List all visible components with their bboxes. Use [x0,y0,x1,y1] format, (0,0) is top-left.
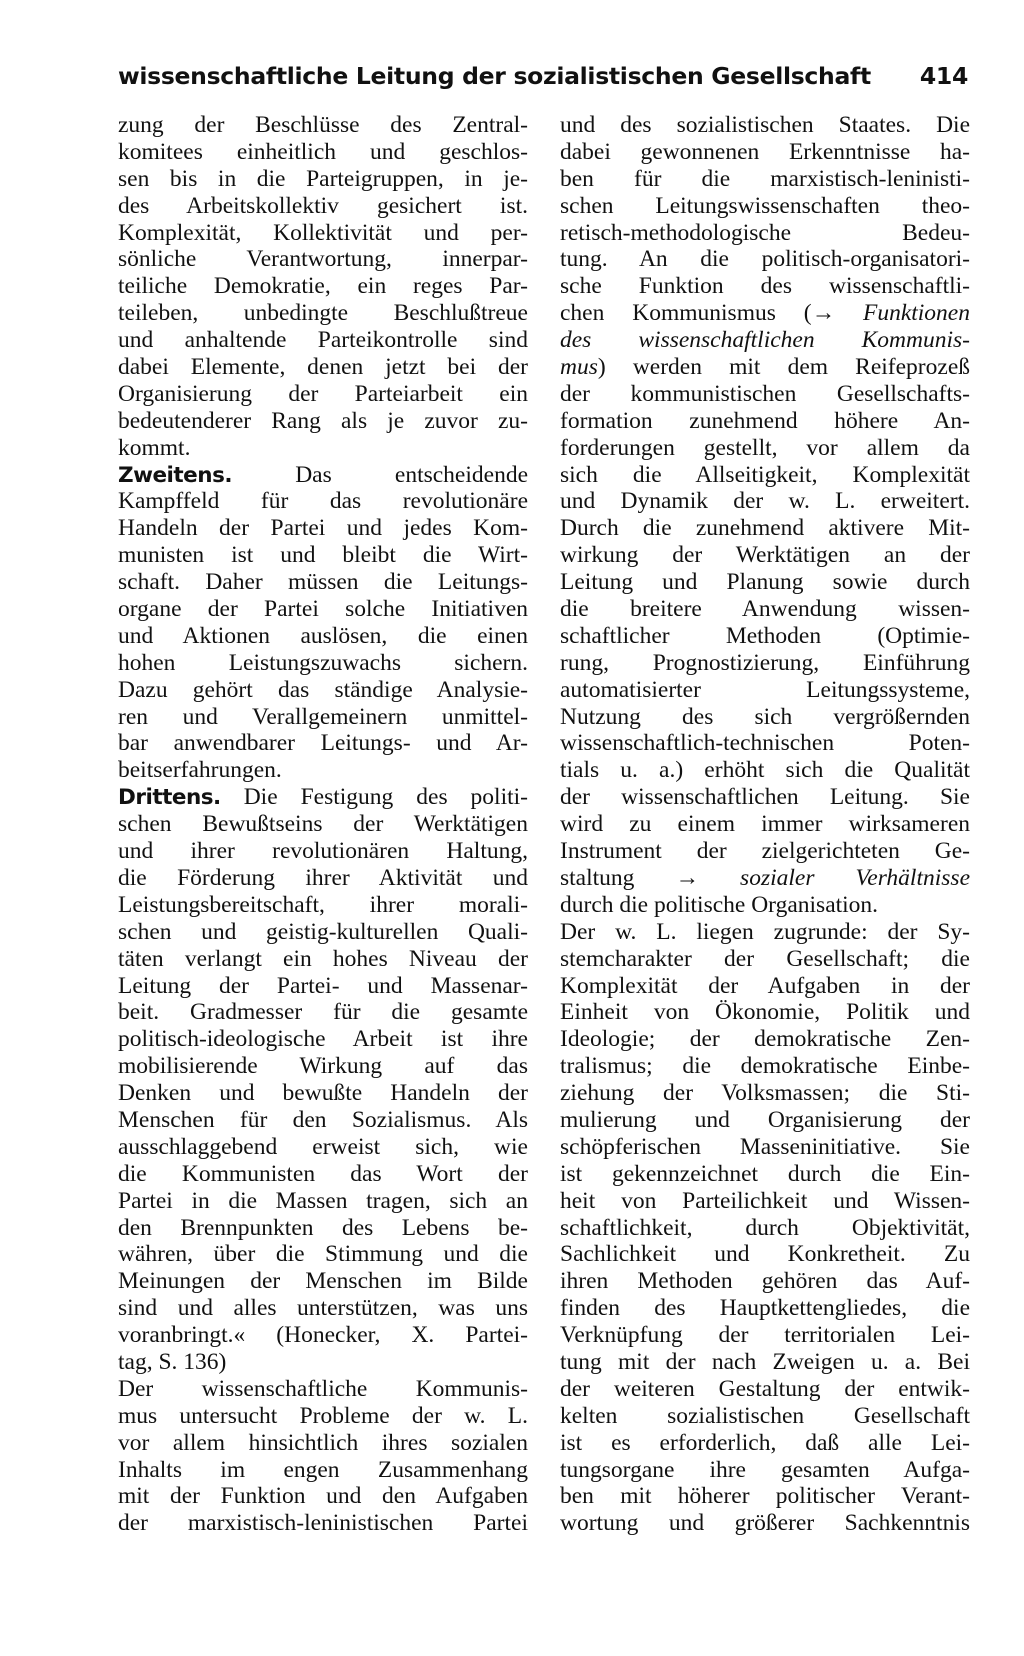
text-line: tials u. a.) erhöht sich die Qualität [560,757,970,784]
text-line: schöpferischen Masseninitiative. Sie [560,1133,970,1160]
header-title: wissenschaftliche Leitung der sozialistischen Gesellschaft [118,62,871,90]
text-line: rung, Prognostizierung, Einführung [560,649,970,676]
intro-paragraph [118,112,528,462]
text-line: Partei in die Massen tragen, sich an [118,1187,528,1214]
text-line [560,300,970,327]
text-line: ausschlaggebend erweist sich, wie [118,1133,528,1160]
text-line: und Aktionen auslösen, die einen [118,622,528,649]
text-line [560,354,970,381]
text-line [560,865,970,892]
drittens-paragraph [118,784,528,1537]
text-line: mulierung und Organisierung der [560,1106,970,1133]
text-line: der wissenschaftlichen Leitung. Sie [560,784,970,811]
text-line: automatisierter Leitungssysteme, [560,676,970,703]
text-line: Denken und bewußte Handeln der [118,1080,528,1107]
text-line: und Dynamik der w. L. erweitert. [560,488,970,515]
text-line: Leitung und Planung sowie durch [560,569,970,596]
text-line: des Arbeitskollektiv gesichert ist. [118,192,528,219]
text-line: die breitere Anwendung wissen- [560,596,970,623]
text-line: formation zunehmend höhere An- [560,407,970,434]
text-line: Der w. L. liegen zugrunde: der Sy- [560,918,970,945]
text-line: zung der Beschlüsse des Zentral- [118,112,528,138]
text-line: Leistungsbereitschaft, ihrer morali- [118,891,528,918]
text-line: sich die Allseitigkeit, Komplexität [560,461,970,488]
text-line: Komplexität der Aufgaben in der [560,972,970,999]
text-line: kommt. [118,434,191,461]
text-line: mobilisierende Wirkung auf das [118,1053,528,1080]
text-line: schaftlicher Methoden (Optimie- [560,622,970,649]
text-line: Durch die zunehmend aktivere Mit- [560,515,970,542]
text-line: Sachlichkeit und Konkretheit. Zu [560,1241,970,1268]
text-line: kelten sozialistischen Gesellschaft [560,1402,970,1429]
text-line: ren und Verallgemeinern unmittel- [118,703,528,730]
text-line: stemcharakter der Gesellschaft; die [560,945,970,972]
text-line: sen bis in die Parteigruppen, in je- [118,165,528,192]
text-line: schen und geistig-kulturellen Quali- [118,918,528,945]
text-line: tung. An die politisch-organisatori- [560,246,970,273]
text-line: teiliche Demokratie, ein reges Par- [118,273,528,300]
running-header [118,58,968,98]
cross-reference-link[interactable]: Funktionen [862,300,970,327]
zweitens-paragraph [118,462,528,785]
text-line: sind und alles unterstützen, was uns [118,1295,528,1322]
zweitens-first: Das entscheidende [295,461,528,488]
text-line: ist gekennzeichnet durch die Ein- [560,1160,970,1187]
text-line: Der wissenschaftliche Kommunis- [118,1375,528,1402]
text-line: bedeutenderer Rang als je zuvor zu- [118,407,528,434]
text-line: ist es erforderlich, daß alle Lei- [560,1429,970,1456]
cross-reference-link[interactable]: sozialer Verhältnisse [740,864,970,891]
text-line: ben für die marxistisch-leninisti- [560,165,970,192]
text-line: ziehung der Volksmassen; die Sti- [560,1080,970,1107]
text-line: Ideologie; der demokratische Zen- [560,1026,970,1053]
text-line: Instrument der zielgerichteten Ge- [560,838,970,865]
text-line: hohen Leistungszuwachs sichern. [118,649,528,676]
text-line: Leitung der Partei- und Massenar- [118,972,528,999]
text-line: tralismus; die demokratische Einbe- [560,1053,970,1080]
drittens-label: Drittens. [118,785,221,811]
text-line: forderungen gestellt, vor allem da [560,434,970,461]
text-line: bar anwendbarer Leitungs- und Ar- [118,730,528,757]
text-line: organe der Partei solche Initiativen [118,596,528,623]
text-line: der kommunistischen Gesellschafts- [560,380,970,407]
cross-reference-link[interactable]: des wissenschaftlichen Kommunis- [560,327,970,354]
text-line [118,462,528,489]
ref2-pre: staltung → [560,864,741,891]
text-line: schen Leitungswissenschaften theo- [560,192,970,219]
text-line: vor allem hinsichtlich ihres sozialen [118,1429,528,1456]
text-line: beit. Gradmesser für die gesamte [118,999,528,1026]
text-line: wird zu einem immer wirksameren [560,811,970,838]
text-line: Menschen für den Sozialismus. Als [118,1106,528,1133]
text-line: ihren Methoden gehören das Auf- [560,1268,970,1295]
text-line: munisten ist und bleibt die Wirt- [118,542,528,569]
right-column [560,112,970,1537]
text-line: tung mit der nach Zweigen u. a. Bei [560,1348,970,1375]
text-line: komitees einheitlich und geschlos- [118,138,528,165]
text-line: voranbringt.« (Honecker, X. Partei- [118,1322,528,1349]
page-number: 414 [919,62,968,90]
text-line: teileben, unbedingte Beschlußtreue [118,300,528,327]
text-line: Inhalts im engen Zusammenhang [118,1456,528,1483]
text-line: mus untersucht Probleme der w. L. [118,1402,528,1429]
text-line: Meinungen der Menschen im Bilde [118,1268,528,1295]
text-line: beitserfahrungen. [118,757,282,784]
text-line: schaft. Daher müssen die Leitungs- [118,569,528,596]
text-line: und des sozialistischen Staates. Die [560,112,970,138]
text-line: währen, über die Stimmung und die [118,1241,528,1268]
text-line: sönliche Verantwortung, innerpar- [118,246,528,273]
text-line: finden des Hauptkettengliedes, die [560,1295,970,1322]
text-line: Einheit von Ökonomie, Politik und [560,999,970,1026]
text-line: und ihrer revolutionären Haltung, [118,838,528,865]
text-line: wissenschaftlich-technischen Poten- [560,730,970,757]
text-line: der marxistisch-leninistischen Partei [118,1510,528,1537]
text-line: retisch-methodologische Bedeu- [560,219,970,246]
text-line: schen Bewußtseins der Werktätigen [118,811,528,838]
text-line: die Förderung ihrer Aktivität und [118,864,528,891]
text-line: ben mit höherer politischer Verant- [560,1483,970,1510]
text-line: Verknüpfung der territorialen Lei- [560,1322,970,1349]
zweitens-label: Zweitens. [118,462,233,488]
text-line: tungsorgane ihre gesamten Aufga- [560,1456,970,1483]
drittens-first: Die Festigung des politi- [243,784,528,811]
cross-reference-link[interactable]: mus [560,354,598,381]
text-line: politisch-ideologische Arbeit ist ihre [118,1026,528,1053]
ref1-post: ) werden mit dem Reifeprozeß [597,354,970,381]
ref1-pre: chen Kommunismus (→ [560,300,863,327]
text-line: Nutzung des sich vergrößernden [560,703,970,730]
text-line: den Brennpunkten des Lebens be- [118,1214,528,1241]
text-line: die Kommunisten das Wort der [118,1160,528,1187]
text-line: tag, S. 136) [118,1348,227,1375]
text-line: schaftlichkeit, durch Objektivität, [560,1214,970,1241]
text-line: Kampffeld für das revolutionäre [118,488,528,515]
text-line: dabei gewonnenen Erkenntnisse ha- [560,138,970,165]
left-column [118,112,528,1537]
text-line: dabei Elemente, denen jetzt bei der [118,354,528,381]
text-line: Organisierung der Parteiarbeit ein [118,380,528,407]
text-line: Dazu gehört das ständige Analysie- [118,676,528,703]
text-line: sche Funktion des wissenschaftli- [560,273,970,300]
text-line: täten verlangt ein hohes Niveau der [118,945,528,972]
text-line: Komplexität, Kollektivität und per- [118,219,528,246]
text-line: durch die politische Organisation. [560,891,879,918]
text-line: heit von Parteilichkeit und Wissen- [560,1187,970,1214]
text-line: wirkung der Werktätigen an der [560,542,970,569]
text-line: der weiteren Gestaltung der entwik- [560,1375,970,1402]
text-line: und anhaltende Parteikontrolle sind [118,327,528,354]
text-line: Handeln der Partei und jedes Kom- [118,515,528,542]
text-line: mit der Funktion und den Aufgaben [118,1483,528,1510]
text-line [118,784,528,811]
text-line: wortung und größerer Sachkenntnis [560,1510,970,1537]
